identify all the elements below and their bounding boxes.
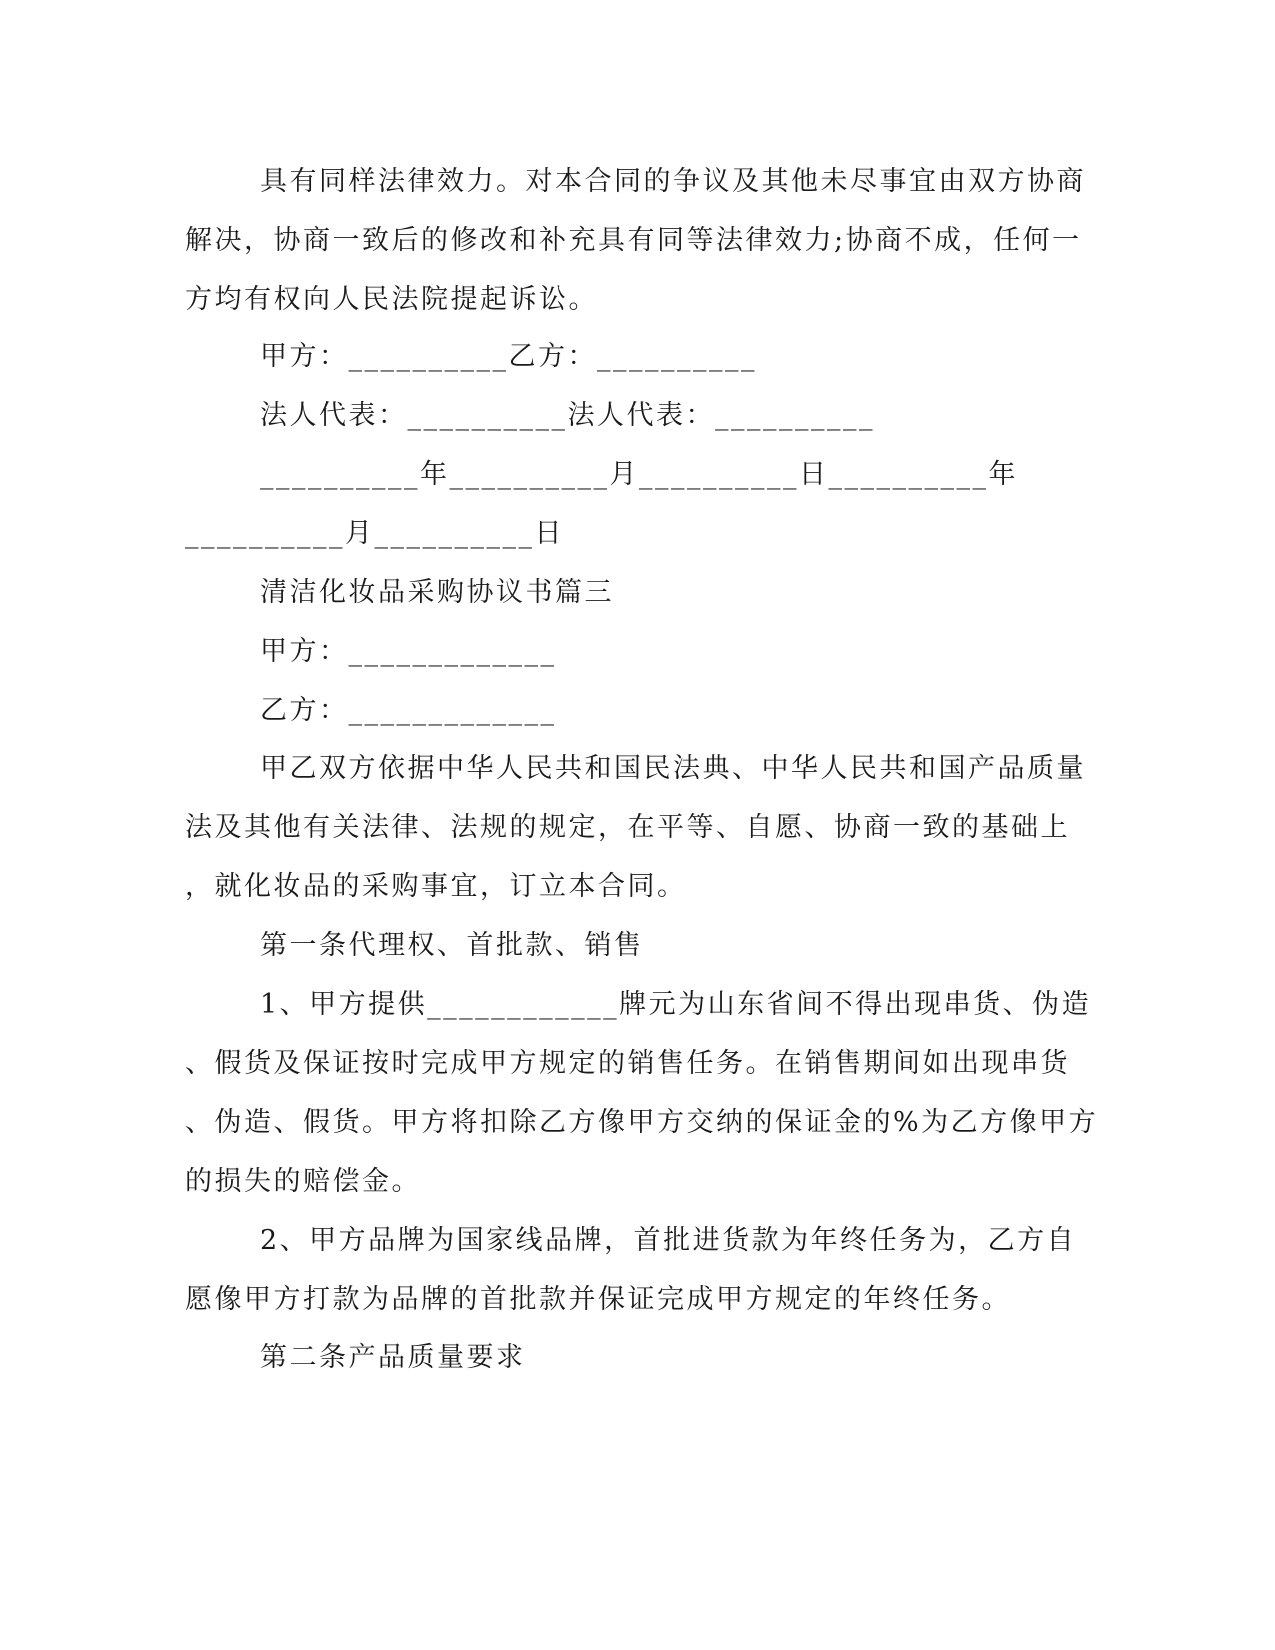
paragraph-line: 方均有权向人民法院提起诉讼。 [185, 284, 598, 315]
paragraph-line: 甲乙双方依据中华人民共和国民法典、中华人民共和国产品质量 [260, 753, 1086, 784]
party-b-line: 乙方：_____________ [260, 695, 557, 726]
paragraph-line: 、伪造、假货。甲方将扣除乙方像甲方交纳的保证金的%为乙方像甲方 [185, 1107, 1099, 1138]
date-line: __________月__________日 [185, 518, 564, 549]
section-title: 清洁化妆品采购协议书篇三 [260, 577, 614, 608]
paragraph-line: ，就化妆品的采购事宜，订立本合同。 [185, 871, 687, 902]
paragraph-line: 2、甲方品牌为国家线品牌，首批进货款为年终任务为，乙方自 [260, 1225, 1077, 1256]
article-heading: 第一条代理权、首批款、销售 [260, 930, 644, 961]
signature-line-parties: 甲方：__________乙方：__________ [260, 341, 757, 372]
paragraph-line: 具有同样法律效力。对本合同的争议及其他未尽事宜由双方协商 [260, 166, 1086, 197]
paragraph-line: 的损失的赔偿金。 [185, 1166, 421, 1197]
signature-line-representatives: 法人代表：__________法人代表：__________ [260, 400, 875, 431]
paragraph-line: 解决，协商一致后的修改和补充具有同等法律效力;协商不成，任何一 [185, 225, 1082, 256]
article-heading: 第二条产品质量要求 [260, 1342, 526, 1373]
date-line: __________年__________月__________日__________年 [260, 459, 1018, 490]
paragraph-line: 、假货及保证按时完成甲方规定的销售任务。在销售期间如出现串货 [185, 1048, 1070, 1079]
paragraph-line: 愿像甲方打款为品牌的首批款并保证完成甲方规定的年终任务。 [185, 1284, 1011, 1315]
paragraph-line: 1、甲方提供____________牌元为山东省间不得出现串货、伪造 [260, 989, 1092, 1020]
party-a-line: 甲方：_____________ [260, 636, 557, 667]
paragraph-line: 法及其他有关法律、法规的规定，在平等、自愿、协商一致的基础上 [185, 812, 1070, 843]
